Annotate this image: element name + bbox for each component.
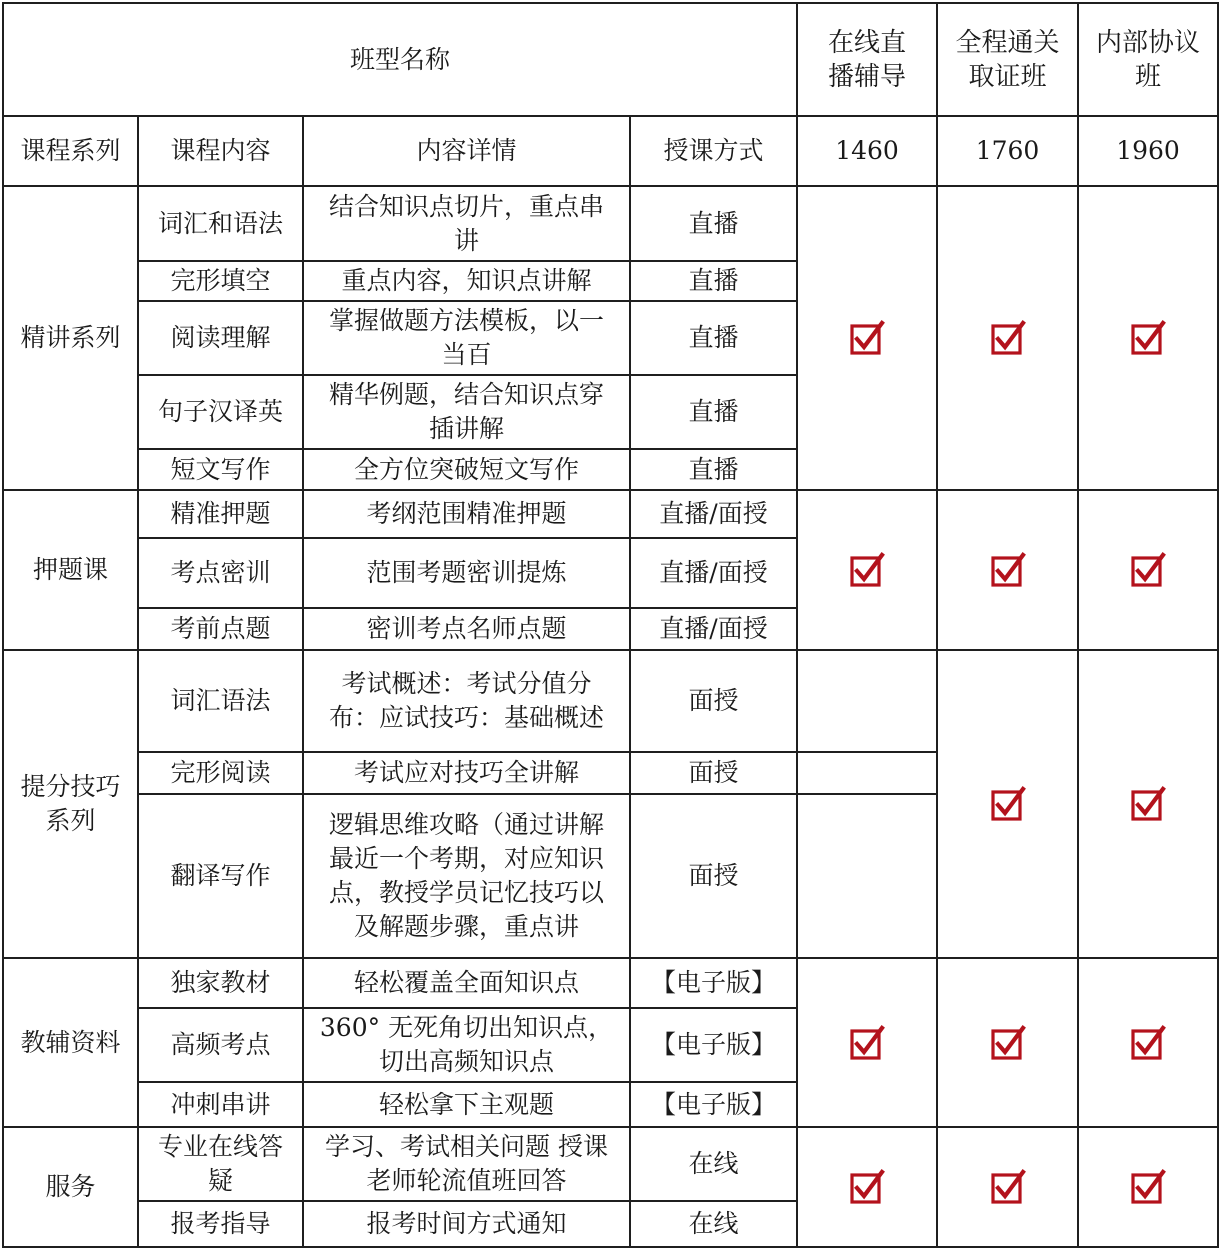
- column-header-detail: 内容详情: [416, 136, 517, 165]
- table-rule: [137, 1007, 798, 1009]
- course-detail: 精华例题，结合知识点穿插讲解: [328, 380, 604, 443]
- course-content: 精准押题: [170, 499, 271, 528]
- plan-inclusion-cell: [1078, 650, 1218, 958]
- teaching-method: 直播/面授: [659, 558, 768, 587]
- table-rule: [796, 2, 798, 1248]
- table-rule: [2, 489, 1219, 491]
- teaching-method: 【电子版】: [650, 1089, 776, 1119]
- course-content: 报考指导: [170, 1209, 271, 1238]
- course-content: 专业在线答疑: [157, 1132, 283, 1195]
- table-rule: [1217, 2, 1219, 1248]
- course-detail: 全方位突破短文写作: [353, 454, 579, 484]
- course-detail: 掌握做题方法模板，以一当百: [328, 306, 604, 369]
- checked-box-icon: [849, 1169, 885, 1205]
- plan-name: 在线直 播辅导: [827, 27, 906, 92]
- plan-inclusion-cell: [1078, 958, 1218, 1127]
- course-detail: 结合知识点切片，重点串讲: [328, 191, 604, 255]
- course-series: 精讲系列: [20, 323, 121, 352]
- table-rule: [936, 2, 938, 1248]
- table-rule: [137, 607, 798, 609]
- table-rule: [137, 115, 139, 1248]
- table-rule: [137, 374, 798, 376]
- column-header-method: 授课方式: [663, 136, 764, 165]
- table-rule: [629, 115, 631, 1248]
- course-detail: 重点内容，知识点讲解: [341, 266, 592, 295]
- teaching-method: 面授: [688, 686, 739, 715]
- plan-inclusion-cell: [937, 1127, 1078, 1247]
- table-rule: [2, 957, 1219, 959]
- table-rule: [1077, 2, 1079, 1248]
- teaching-method: 面授: [688, 861, 739, 890]
- plan-price: 1460: [835, 136, 899, 165]
- plan-inclusion-cell: [937, 186, 1078, 490]
- course-content: 阅读理解: [170, 323, 271, 352]
- teaching-method: 【电子版】: [650, 1030, 776, 1059]
- table-rule: [137, 751, 938, 753]
- table-rule: [137, 1200, 798, 1202]
- table-rule: [2, 1126, 1219, 1128]
- course-content: 词汇语法: [170, 686, 271, 715]
- plan-price: 1760: [975, 136, 1040, 165]
- course-detail: 360° 无死角切出知识点，切出高频知识点: [319, 1013, 614, 1076]
- course-detail: 考试概述：考试分值分布：应试技巧：基础概述: [328, 669, 604, 732]
- plan-inclusion-cell: [797, 1127, 937, 1247]
- course-series: 提分技巧系列: [20, 772, 121, 835]
- column-header-content: 课程内容: [170, 136, 271, 165]
- teaching-method: 直播/面授: [659, 499, 768, 528]
- course-content: 独家教材: [170, 968, 271, 997]
- course-series: 服务: [45, 1172, 96, 1201]
- teaching-method: 在线: [688, 1209, 739, 1238]
- teaching-method: 面授: [688, 758, 739, 787]
- checked-box-icon: [990, 1025, 1026, 1061]
- table-rule: [302, 115, 304, 1248]
- course-content: 冲刺串讲: [170, 1089, 271, 1119]
- table-rule: [2, 115, 1219, 117]
- checked-box-icon: [849, 552, 885, 588]
- checked-box-icon: [1130, 320, 1166, 356]
- column-header-series: 课程系列: [20, 136, 121, 165]
- checked-box-icon: [849, 1025, 885, 1061]
- course-detail: 报考时间方式通知: [366, 1209, 567, 1238]
- checked-box-icon: [1130, 552, 1166, 588]
- course-content: 高频考点: [170, 1030, 271, 1059]
- course-content: 考前点题: [170, 614, 271, 643]
- checked-box-icon: [1130, 1025, 1166, 1061]
- plan-inclusion-cell: [797, 490, 937, 650]
- table-rule: [137, 793, 938, 795]
- course-detail: 考试应对技巧全讲解: [353, 758, 579, 787]
- teaching-method: 直播: [688, 397, 739, 426]
- course-content: 考点密训: [170, 558, 271, 587]
- course-detail: 轻松拿下主观题: [378, 1089, 554, 1119]
- teaching-method: 【电子版】: [650, 968, 776, 997]
- checked-box-icon: [990, 320, 1026, 356]
- course-series: 押题课: [32, 555, 108, 584]
- checked-box-icon: [1130, 1169, 1166, 1205]
- checked-box-icon: [1130, 786, 1166, 822]
- table-rule: [137, 260, 798, 262]
- table-rule: [137, 448, 798, 450]
- plan-inclusion-cell: [1078, 1127, 1218, 1247]
- course-detail: 考纲范围精准押题: [366, 499, 567, 528]
- plan-inclusion-cell: [797, 958, 937, 1127]
- course-content: 句子汉译英: [157, 397, 283, 426]
- plan-inclusion-cell: [937, 958, 1078, 1127]
- checked-box-icon: [990, 786, 1026, 822]
- course-content: 完形阅读: [170, 758, 271, 787]
- course-series: 教辅资料: [20, 1027, 121, 1057]
- course-content: 完形填空: [170, 266, 271, 295]
- table-rule: [2, 2, 4, 1248]
- checked-box-icon: [990, 1169, 1026, 1205]
- class-type-title: 班型名称: [349, 44, 450, 74]
- course-detail: 轻松覆盖全面知识点: [353, 968, 579, 997]
- table-rule: [2, 185, 1219, 187]
- plan-inclusion-cell: [1078, 186, 1218, 490]
- course-detail: 逻辑思维攻略（通过讲解最近一个考期，对应知识点，教授学员记忆技巧以及解题步骤，重点讲: [328, 810, 604, 941]
- teaching-method: 在线: [688, 1149, 739, 1178]
- teaching-method: 直播: [688, 323, 739, 352]
- checked-box-icon: [990, 552, 1026, 588]
- course-detail: 密训考点名师点题: [366, 614, 567, 643]
- plan-inclusion-cell: [937, 650, 1078, 958]
- table-rule: [137, 537, 798, 539]
- course-content: 词汇和语法: [157, 208, 283, 238]
- teaching-method: 直播: [688, 208, 739, 238]
- plan-name: 内部协议 班: [1095, 27, 1200, 92]
- course-detail: 范围考题密训提炼: [366, 558, 567, 587]
- course-content: 翻译写作: [170, 861, 271, 890]
- table-rule: [137, 300, 798, 302]
- course-content: 短文写作: [170, 454, 271, 484]
- teaching-method: 直播/面授: [659, 614, 768, 643]
- teaching-method: 直播: [688, 266, 739, 295]
- plan-inclusion-cell: [797, 650, 937, 958]
- plan-price: 1960: [1116, 136, 1180, 165]
- plan-inclusion-cell: [937, 490, 1078, 650]
- table-rule: [2, 649, 1219, 651]
- table-rule: [137, 1081, 798, 1083]
- checked-box-icon: [849, 320, 885, 356]
- plan-inclusion-cell: [797, 186, 937, 490]
- teaching-method: 直播: [688, 454, 739, 484]
- plan-name: 全程通关 取证班: [955, 27, 1060, 92]
- course-detail: 学习、考试相关问题 授课老师轮流值班回答: [325, 1132, 608, 1195]
- table-rule: [2, 2, 1219, 4]
- plan-inclusion-cell: [1078, 490, 1218, 650]
